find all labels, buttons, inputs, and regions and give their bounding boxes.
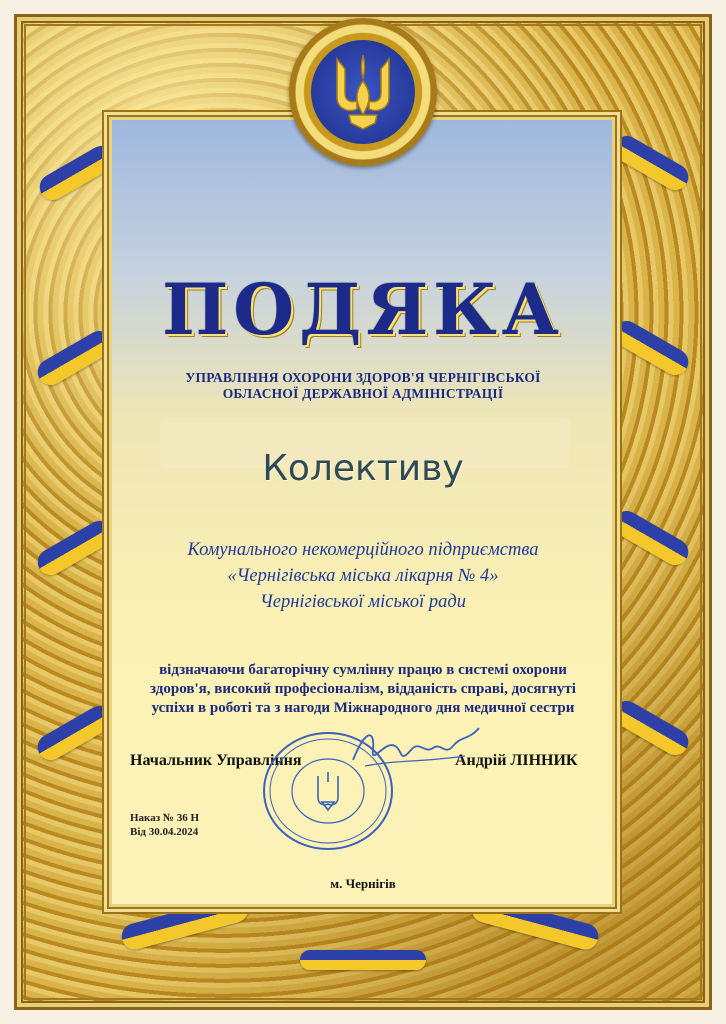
reason-line-2: здоров'я, високий професіоналізм, відданість справі, досягнуті [150, 681, 576, 697]
certificate-title: ПОДЯКА [162, 268, 564, 351]
organization-line-3: Чернігівської міської ради [260, 592, 466, 612]
reason-line-3: успіхи в роботі та з нагоди Міжнародного дня медичної сестри [151, 700, 575, 716]
order-number: Наказ № 36 Н [130, 812, 200, 824]
reason-line-1: відзначаючи багаторічну сумлінну працю в системі охорони [159, 662, 567, 678]
organization-line-1: Комунального некомерційного підприємства [187, 540, 539, 560]
order-date: Від 30.04.2024 [130, 826, 199, 838]
ribbon-bottom-center [300, 950, 426, 970]
issuer-line-1: УПРАВЛІННЯ ОХОРОНИ ЗДОРОВ'Я ЧЕРНІГІВСЬКОЇ [185, 370, 541, 385]
organization-line-2: «Чернігівська міська лікарня № 4» [227, 566, 499, 586]
signatory-name: Андрій ЛІННИК [455, 752, 578, 769]
issuer-line-2: ОБЛАСНОЇ ДЕРЖАВНОЇ АДМІНІСТРАЦІЇ [222, 386, 504, 401]
state-emblem [289, 18, 437, 166]
city-name: м. Чернігів [330, 876, 396, 891]
ukraine-trident-icon [331, 51, 395, 133]
handwritten-signature [345, 720, 485, 780]
recipient-heading: Колективу [262, 448, 464, 489]
signatory-position: Начальник Управління [130, 752, 302, 769]
